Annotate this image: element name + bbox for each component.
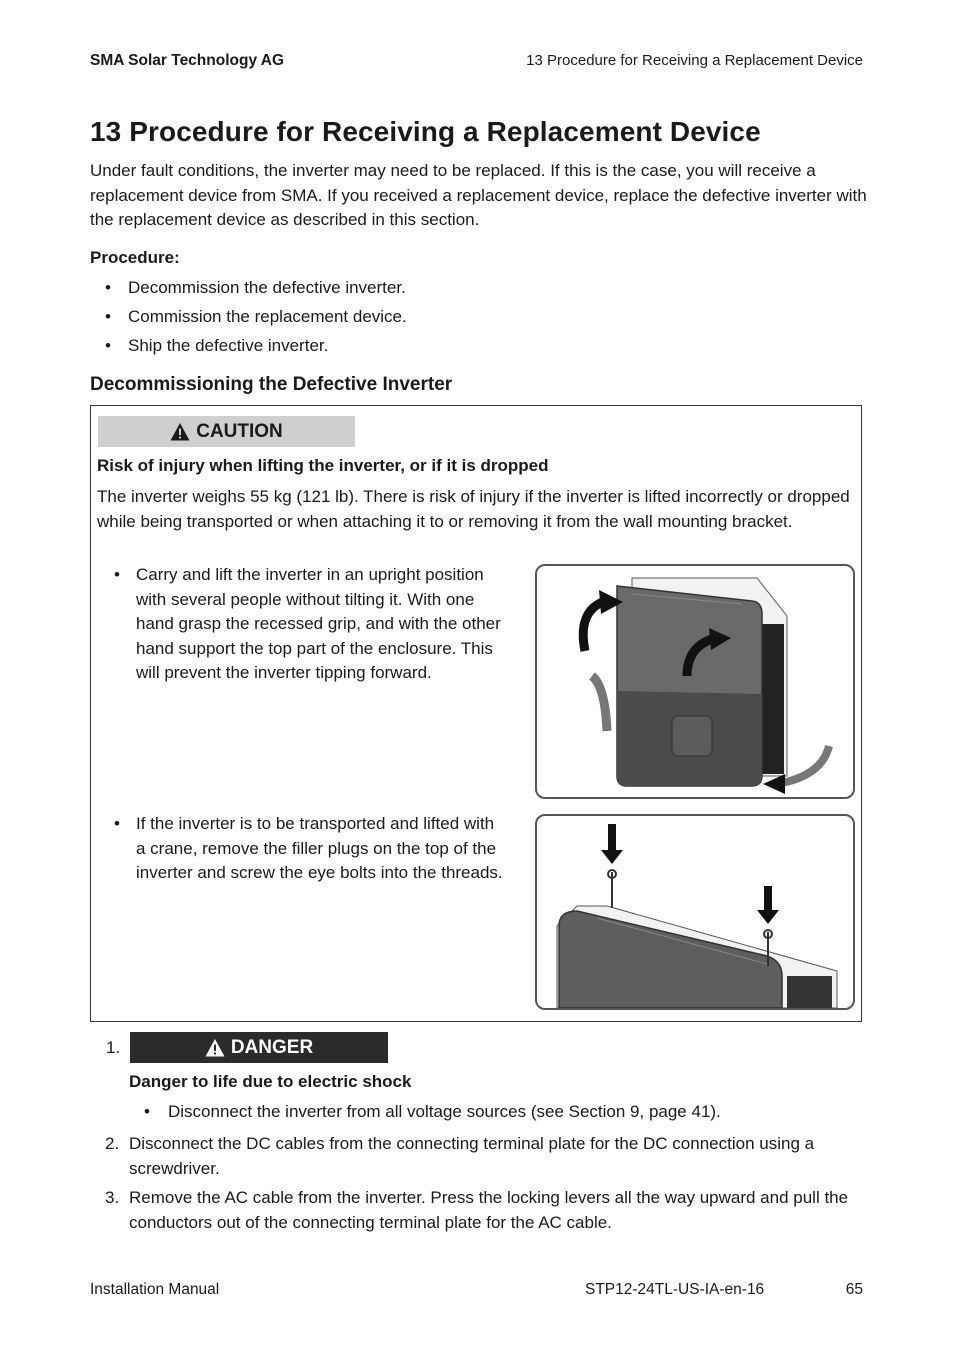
- bullet-dot: •: [144, 1102, 150, 1121]
- page-title: 13 Procedure for Receiving a Replacement Device: [90, 116, 761, 147]
- step-text: Remove the AC cable from the inverter. Press the locking levers all the way upward and pull the conductors out of the connecting terminal plate for the AC cable.: [129, 1188, 849, 1232]
- caution-bullet: [114, 563, 506, 686]
- section-heading: Decommissioning the Defective Inverter: [90, 374, 453, 395]
- footer-code: STP12-24TL-US-IA-en-16: [585, 1281, 765, 1298]
- caution-label-text: CAUTION: [196, 420, 283, 442]
- header-section: 13 Procedure for Receiving a Replacement Device: [526, 52, 863, 69]
- caution-label: [98, 416, 355, 447]
- page-number: 65: [845, 1281, 863, 1298]
- list-item: [105, 1186, 864, 1235]
- bullet-dot: •: [114, 814, 120, 833]
- intro-paragraph: Under fault conditions, the inverter may need to be replaced. If this is the case, you will receive a replacement device from SMA. If you received a replacement device, replace the defective inverter with the replacement device as described in this section.: [90, 161, 867, 229]
- danger-heading: Danger to life due to electric shock: [129, 1072, 412, 1091]
- caution-bullet-text: If the inverter is to be transported and lifted with a crane, remove the filler plugs on the top of the inverter and screw the eye bolts into the threads.: [136, 814, 503, 882]
- caution-bullet-text: Carry and lift the inverter in an upright position with several people without tilting it. With one hand grasp the recessed grip, and with the other hand support the top part of the enclosure. This will prevent the inverter tipping forward.: [136, 565, 501, 682]
- step-number: 1.: [106, 1038, 121, 1057]
- list-item: • Decommission the defective inverter.: [90, 273, 407, 302]
- caution-text: The inverter weighs 55 kg (121 lb). There is risk of injury if the inverter is lifted incorrectly or dropped while being transported or when attaching it to or removing it from the wall mounting bracket.: [97, 487, 850, 531]
- footer-doc: Installation Manual: [90, 1281, 220, 1298]
- list-item: • Ship the defective inverter.: [90, 331, 407, 360]
- warning-icon: [170, 422, 190, 442]
- danger-label: [130, 1032, 388, 1063]
- danger-bullet: [144, 1100, 868, 1125]
- step-number: 3.: [105, 1188, 120, 1207]
- procedure-label: Procedure:: [90, 248, 180, 267]
- header-company: SMA Solar Technology AG: [90, 52, 285, 69]
- danger-label-text: DANGER: [230, 1036, 314, 1058]
- warning-icon: [205, 1038, 225, 1058]
- list-item: [105, 1132, 864, 1181]
- procedure-list: [90, 273, 407, 360]
- step-number: 2.: [105, 1134, 120, 1153]
- step-text: Disconnect the DC cables from the connecting terminal plate for the DC connection using a screwdriver.: [129, 1134, 815, 1178]
- caution-heading: Risk of injury when lifting the inverter, or if it is dropped: [97, 456, 549, 475]
- lifting-inverter-figure: [535, 564, 855, 799]
- eye-bolts-figure: [535, 814, 855, 1010]
- danger-bullet-text: Disconnect the inverter from all voltage sources (see Section 9, page 41).: [168, 1102, 721, 1121]
- list-item: • Commission the replacement device.: [90, 302, 407, 331]
- bullet-dot: •: [114, 565, 120, 584]
- caution-bullet: [114, 812, 506, 886]
